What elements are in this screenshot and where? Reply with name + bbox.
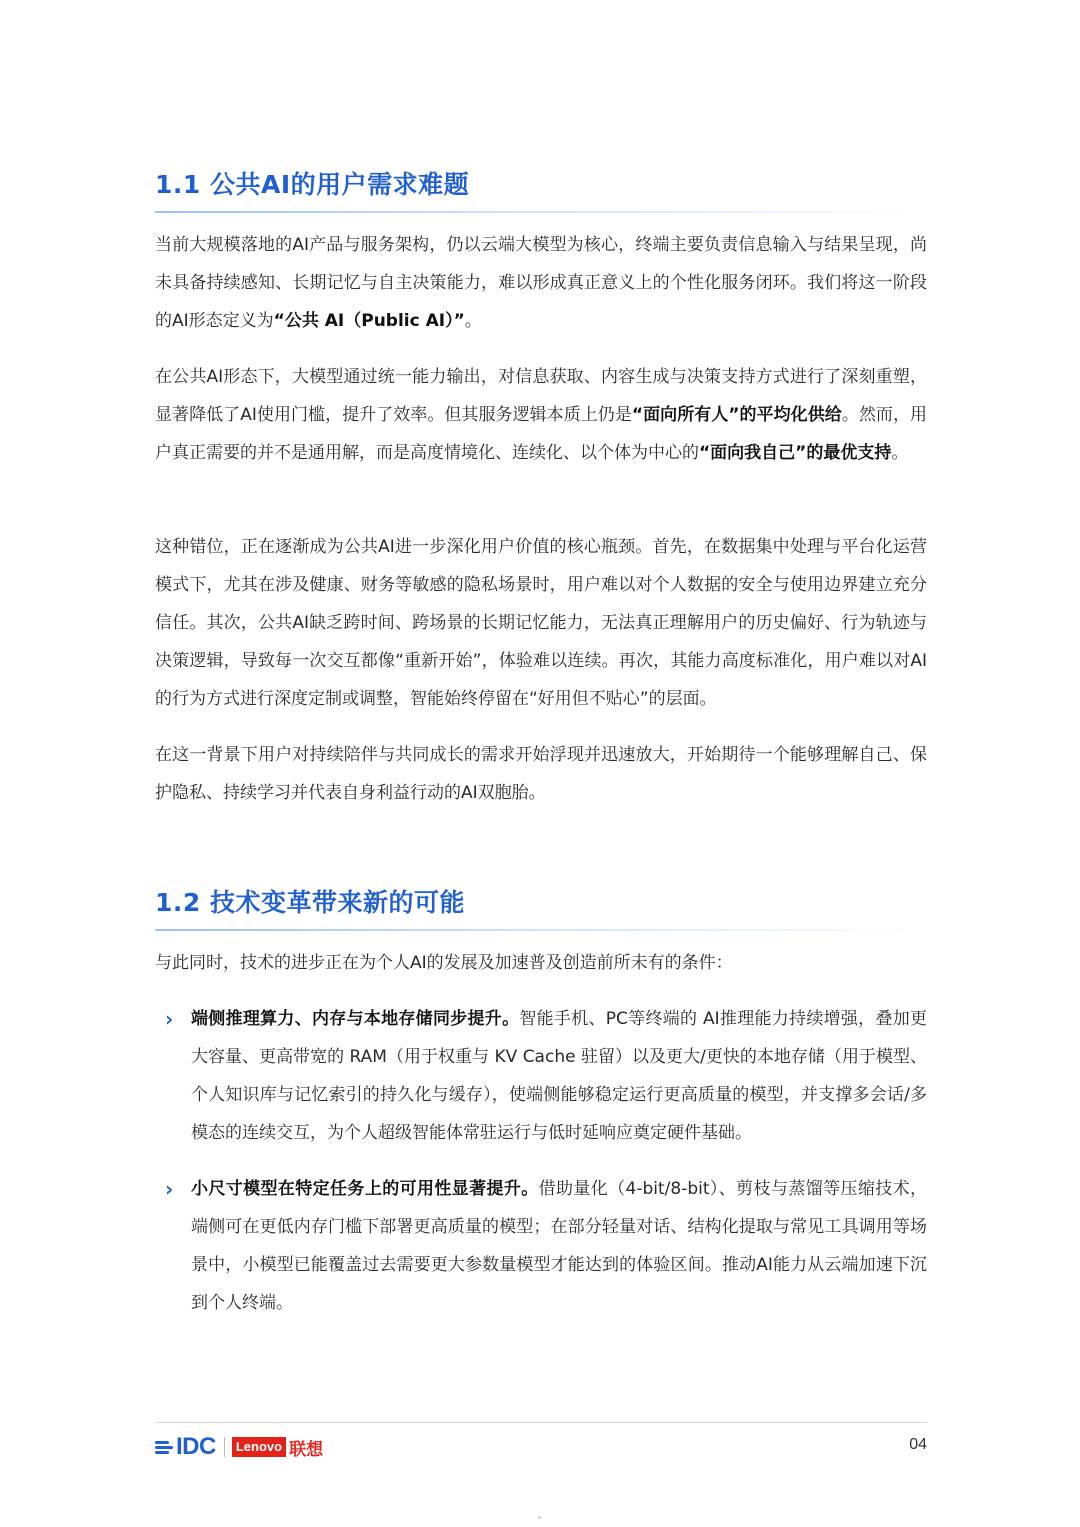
bold-term-public-ai: “公共 AI（Public AI）” (273, 311, 465, 331)
bold-phrase-for-myself: “面向我自己”的最优支持 (699, 443, 892, 463)
idc-logo-icon (155, 1439, 173, 1455)
bullet-title: 端侧推理算力、内存与本地存储同步提升。 (191, 1009, 520, 1029)
paragraph-text: 在公共AI形态下，大模型通过统一能力输出，对信息获取、内容生成与决策支持方式进行了深刻重塑，显著降低了AI使用门槛，提升了效率。但其服务逻辑本质上仍是 (155, 367, 927, 425)
paragraph-background: 在这一背景下用户对持续陪伴与共同成长的需求开始浮现并迅速放大，开始期待一个能够理解自己、保护隐私、持续学习并代表自身利益行动的AI双胞胎。 (155, 745, 927, 803)
footer-divider (155, 1422, 927, 1423)
lenovo-logo: Lenovo (232, 1437, 286, 1457)
section-heading-1-1: 1.1 公共AI的用户需求难题 (155, 170, 470, 199)
chevron-right-icon: › (165, 1007, 174, 1031)
heading-underline (155, 211, 927, 213)
section-heading-1-2: 1.2 技术变革带来新的可能 (155, 888, 465, 917)
paragraph-intro: 与此同时，技术的进步正在为个人AI的发展及加速普及创造前所未有的条件： (155, 953, 733, 973)
paragraph-text: 。 (891, 443, 909, 463)
paragraph-bottleneck: 这种错位，正在逐渐成为公共AI进一步深化用户价值的核心瓶颈。首先，在数据集中处理与平台化运营模式下，尤其在涉及健康、财务等敏感的隐私场景时，用户难以对个人数据的安全与使用边界建立充分信任。其次，公共AI缺乏跨时间、跨场景的长期记忆能力，无法真正理解用户的历史偏好、行为轨迹与决策逻辑，导致每一次交互都像“重新开始”，体验难以连续。再次，其能力高度标准化，用户难以对AI 的行为方式进行深度定制或调整，智能始终停留在“好用但不贴心”的层面。 (155, 537, 927, 709)
bullet-item-small-models (155, 1170, 927, 1322)
page-number: 04 (909, 1436, 927, 1453)
logo-separator (224, 1437, 225, 1457)
idc-logo-text: IDC (176, 1433, 216, 1460)
heading-underline (155, 929, 927, 931)
scroll-indicator-dot (538, 1516, 541, 1519)
paragraph-public-ai-definition (155, 226, 927, 340)
chevron-right-icon: › (165, 1177, 174, 1201)
footer-logos (155, 1434, 323, 1460)
paragraph-text: 当前大规模落地的AI产品与服务架构，仍以云端大模型为核心，终端主要负责信息输入与结果呈现，尚未具备持续感知、长期记忆与自主决策能力，难以形成真正意义上的个性化服务闭环。我们将这一阶段的AI形态定义为 (155, 235, 927, 331)
paragraph-text: 。 (464, 311, 482, 331)
bullet-text: 智能手机、PC等终端的 AI推理能力持续增强，叠加更大容量、更高带宽的 RAM（用于权重与 KV Cache 驻留）以及更大/更快的本地存储（用于模型、个人知识库与记忆索引的持久化与缓存），使端侧能够稳定运行更高质量的模型，并支撑多会话/多模态的连续交互，为个人超级智能体常驻运行与低时延响应奠定硬件基础。 (191, 1009, 928, 1143)
bullet-title: 小尺寸模型在特定任务上的可用性显著提升。 (191, 1179, 539, 1199)
paragraph-public-ai-form (155, 358, 927, 472)
lenovo-chinese-logo: 联想 (289, 1439, 324, 1460)
paragraph-text: 。然而，用户真正需要的并不是通用解，而是高度情境化、连续化、以个体为中心的 (155, 405, 927, 463)
bullet-text: 借助量化（4-bit/8-bit）、剪枝与蒸馏等压缩技术，端侧可在更低内存门槛下部署更高质量的模型；在部分轻量对话、结构化提取与常见工具调用等场景中，小模型已能覆盖过去需要更大参数量模型才能达到的体验区间。推动AI能力从云端加速下沉到个人终端。 (191, 1179, 927, 1313)
bold-phrase-for-everyone: “面向所有人”的平均化供给 (631, 405, 842, 425)
bullet-item-hardware (155, 1000, 927, 1152)
